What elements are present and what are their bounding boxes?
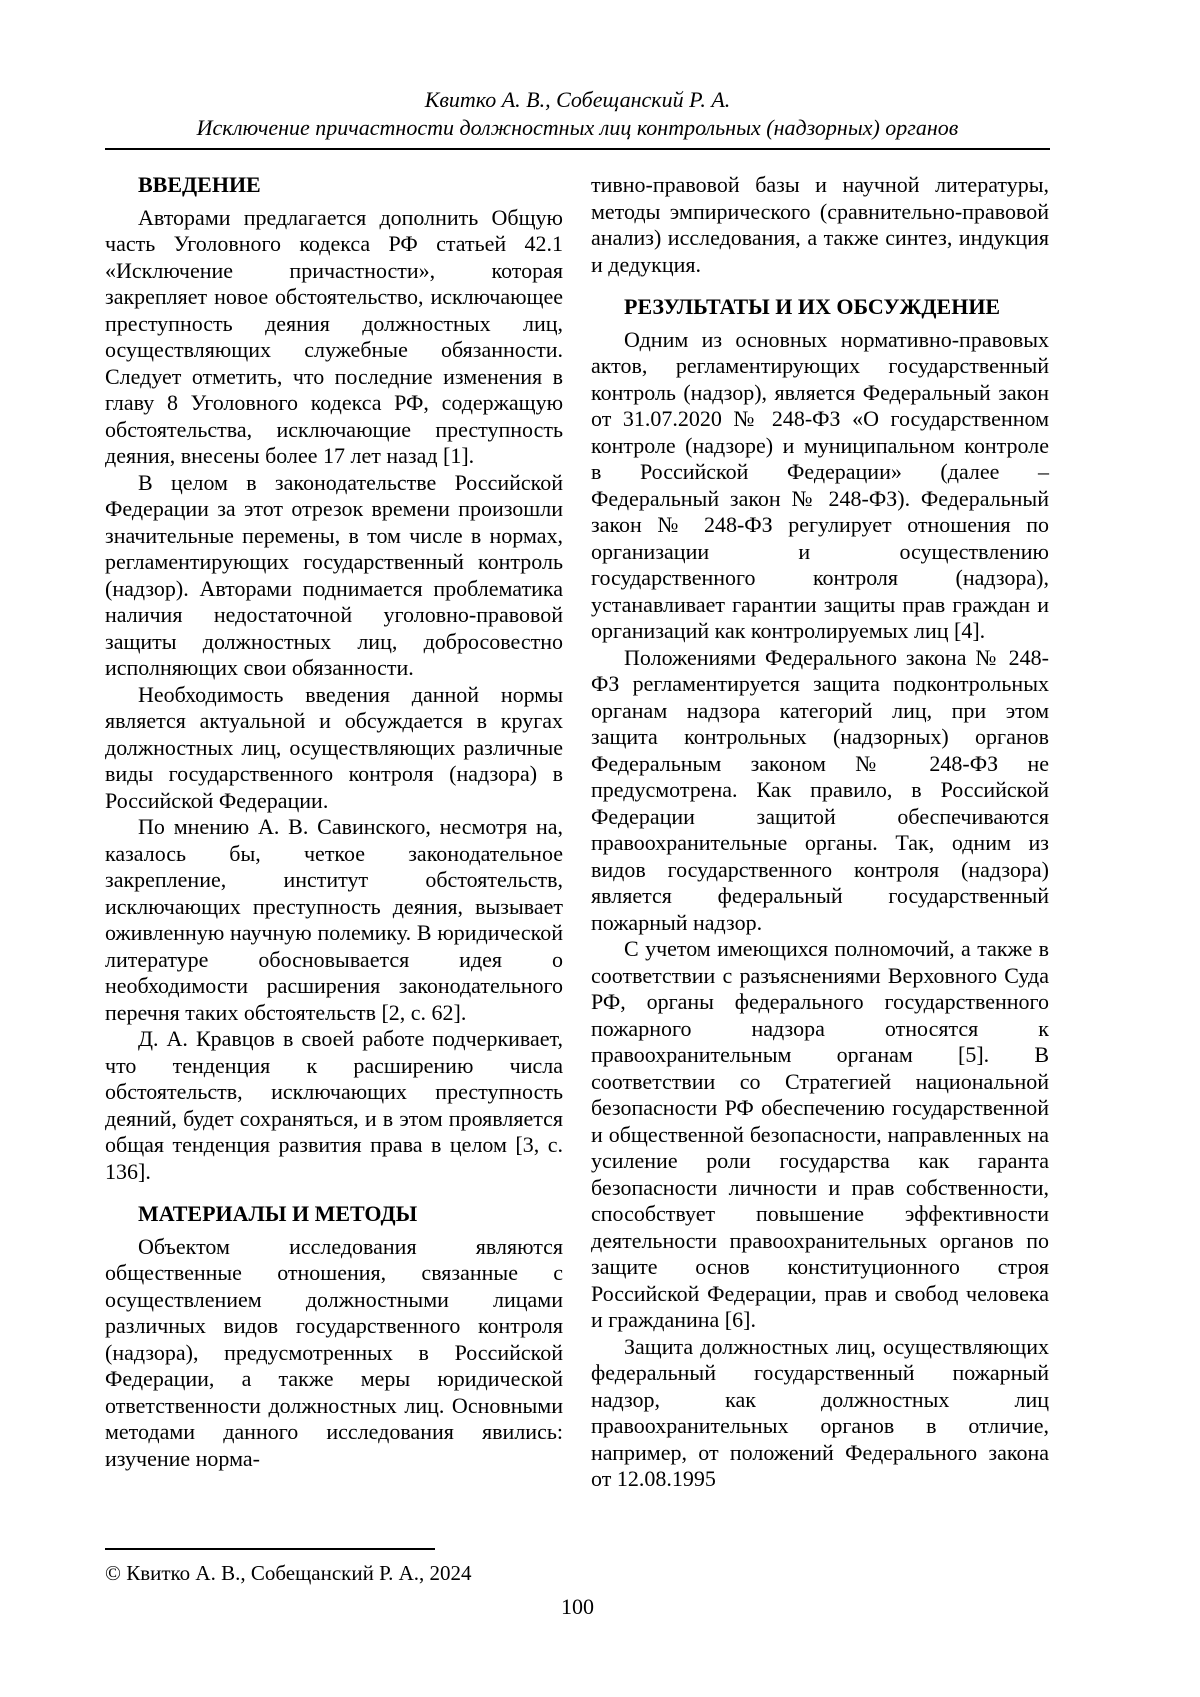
paragraph: Авторами предлагается дополнить Общую часть Уголовного кодекса РФ статьей 42.1 «Исключение причастности», которая закрепляет новое обстоятельство, исключающее преступность деяния должностных лиц, осуществляющих служебные обязанности. Следует отметить, что последние изменения в главу 8 Уголовного кодекса РФ, содержащую обстоятельства, исключающие преступность деяния, внесены более 17 лет назад [1]. xyxy=(105,204,563,468)
heading-materials-methods: МАТЕРИАЛЫ И МЕТОДЫ xyxy=(138,1201,418,1226)
article-body xyxy=(105,172,1050,1493)
paragraph: С учетом имеющихся полномочий, а также в соответствии с разъяснениями Верховного Суда РФ, органы федерального государственного пожарного надзора относятся к правоохранительным органам [5]. В соответствии со Стратегией национальной безопасности РФ обеспечению государственной и общественной безопасности, направленных на усиление роли государства как гаранта безопасности личности и прав собственности, способствует повышение эффективности деятельности правоохранительных органов по защите основ конституционного строя Российской Федерации, прав и свобод человека и гражданина [6]. xyxy=(591,936,1049,1332)
paragraph: Объектом исследования являются общественные отношения, связанные с осуществлением должностными лицами различных видов государственного контроля (надзора), предусмотренных в Российской Федерации, а также меры юридической ответственности должностных лиц. Основными методами данного исследования явились: изучение норма- xyxy=(105,1233,563,1471)
left-column xyxy=(105,172,563,1493)
page-number: 100 xyxy=(561,1594,594,1619)
page-footer xyxy=(105,1548,1050,1620)
paragraph-continuation: тивно-правовой базы и научной литературы, методы эмпирического (сравнительно-правовой анализ) исследования, а также синтез, индукция и дедукция. xyxy=(591,172,1049,277)
paragraph: Одним из основных нормативно-правовых актов, регламентирующих государственный контроль (надзор), является Федеральный закон от 31.07.2020 № 248-ФЗ «О государственном контроле (надзоре) и муниципальном контроле в Российской Федерации» (далее – Федеральный закон № 248-ФЗ). Федеральный закон № 248-ФЗ регулирует отношения по организации и осуществлению государственного контроля (надзора), устанавливает гарантии защиты прав граждан и организаций как контролируемых лиц [4]. xyxy=(591,326,1049,643)
paragraph: Необходимость введения данной нормы является актуальной и обсуждается в кругах должностных лиц, осуществляющих различные виды государственного контроля (надзора) в Российской Федерации. xyxy=(105,681,563,813)
paragraph: Защита должностных лиц, осуществляющих федеральный государственный пожарный надзор, как должностных лиц правоохранительных органов в отличие, например, от положений Федерального закона от 12.08.1995 xyxy=(591,1333,1049,1491)
right-column xyxy=(591,172,1049,1493)
running-head-title: Исключение причастности должностных лиц контрольных (надзорных) органов xyxy=(196,115,959,140)
running-head-authors: Квитко А. В., Собещанский Р. А. xyxy=(424,87,731,112)
paragraph: Положениями Федерального закона № 248-ФЗ регламентируется защита подконтрольных органам надзора категорий лиц, при этом защита контрольных (надзорных) органов Федеральным законом № 248-ФЗ не предусмотрена. Как правило, в Российской Федерации защитой обеспечиваются правоохранительные органы. Так, одним из видов государственного контроля (надзора) является федеральный государственный пожарный надзор. xyxy=(591,644,1049,935)
heading-introduction: ВВЕДЕНИЕ xyxy=(138,172,261,197)
heading-results-discussion: РЕЗУЛЬТАТЫ И ИХ ОБСУЖДЕНИЕ xyxy=(624,294,1001,319)
paragraph: По мнению А. В. Савинского, несмотря на, казалось бы, четкое законодательное закрепление, институт обстоятельств, исключающих преступность деяния, вызывает оживленную научную полемику. В юридической литературе обосновывается идея о необходимости расширения законодательного перечня таких обстоятельств [2, с. 62]. xyxy=(105,814,563,1025)
paragraph: В целом в законодательстве Российской Федерации за этот отрезок времени произошли значительные перемены, в том числе в нормах, регламентирующих государственный контроль (надзор). Авторами поднимается проблематика наличия недостаточной уголовно-правовой защиты должностных лиц, добросовестно исполняющих свои обязанности. xyxy=(105,469,563,680)
footer-divider xyxy=(105,1548,435,1550)
header-divider xyxy=(105,148,1050,150)
copyright-line: © Квитко А. В., Собещанский Р. А., 2024 xyxy=(105,1561,472,1585)
paragraph: Д. А. Кравцов в своей работе подчеркивает, что тенденция к расширению числа обстоятельств, исключающих преступность деяний, будет сохраняться, и в этом проявляется общая тенденция развития права в целом [3, с. 136]. xyxy=(105,1026,563,1184)
running-head xyxy=(105,86,1050,150)
